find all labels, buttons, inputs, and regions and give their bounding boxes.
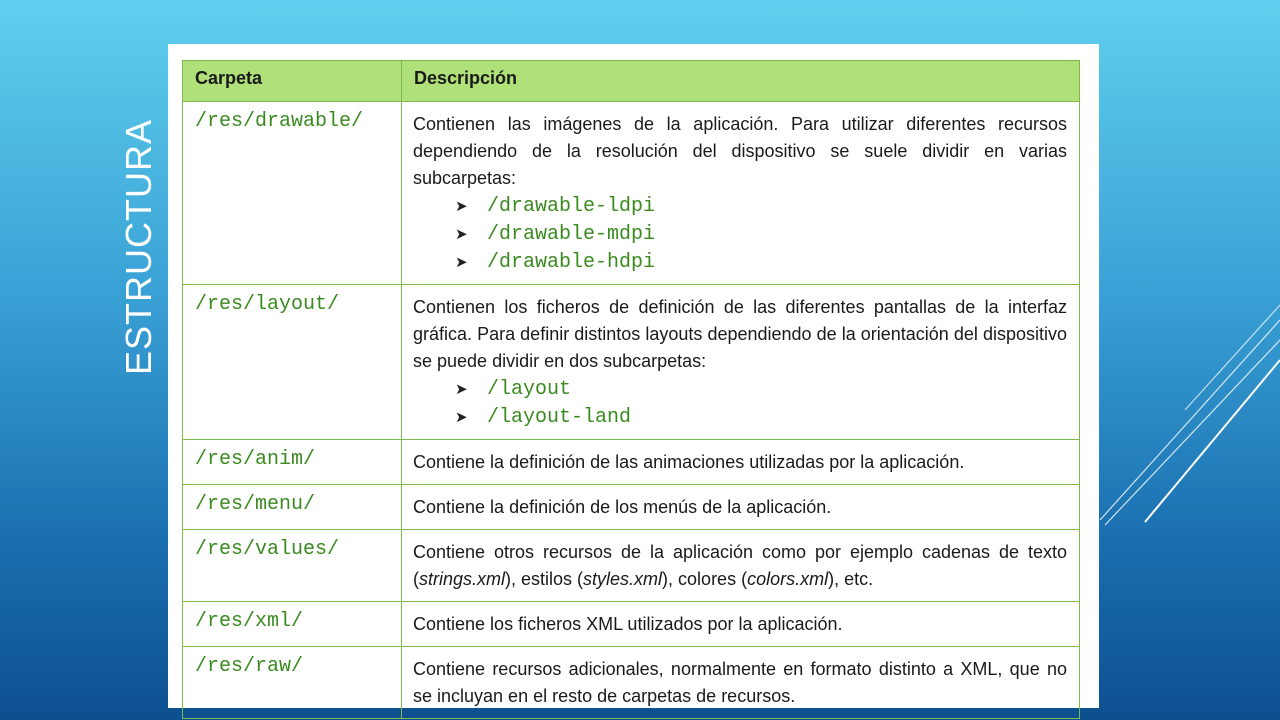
list-item [455, 192, 1067, 220]
table-row [183, 647, 1080, 719]
description-cell: Contiene los ficheros XML utilizados por la aplicación. [402, 602, 1080, 647]
content-panel [168, 44, 1099, 708]
filename-styles: styles.xml [583, 569, 663, 589]
folder-cell: /res/values/ [183, 530, 402, 602]
decorative-lines [1090, 300, 1280, 530]
slide-title-text: ESTRUCTURA [118, 118, 159, 375]
arrowhead-bullet-icon: ➤ [455, 381, 468, 398]
description-cell [402, 102, 1080, 285]
arrowhead-bullet-icon: ➤ [455, 254, 468, 271]
table-row [183, 530, 1080, 602]
description-cell: Contiene recursos adicionales, normalmente en formato distinto a XML, que no se incluyan en el resto de carpetas de recursos. [402, 647, 1080, 719]
arrowhead-bullet-icon: ➤ [455, 198, 468, 215]
desc-text: ), estilos ( [505, 569, 584, 589]
subfolder-name: /drawable-ldpi [487, 195, 656, 218]
slide-title [118, 90, 164, 380]
desc-text: ), etc. [828, 569, 874, 589]
description-text: Contienen las imágenes de la aplicación. Para utilizar diferentes recursos dependiendo de la resolución del dispositivo se suele dividir en varias subcarpetas: [413, 114, 1067, 188]
folder-cell: /res/xml/ [183, 602, 402, 647]
table-row [183, 602, 1080, 647]
subfolder-name: /drawable-mdpi [487, 223, 656, 246]
folder-cell: /res/anim/ [183, 440, 402, 485]
folder-cell: /res/drawable/ [183, 102, 402, 285]
table-row [183, 440, 1080, 485]
list-item [455, 375, 1067, 403]
arrowhead-bullet-icon: ➤ [455, 409, 468, 426]
desc-text: ), colores ( [662, 569, 748, 589]
description-cell: Contiene la definición de las animaciones utilizadas por la aplicación. [402, 440, 1080, 485]
filename-colors: colors.xml [747, 569, 829, 589]
subfolder-name: /layout-land [487, 406, 632, 429]
description-cell: Contiene la definición de los menús de la aplicación. [402, 485, 1080, 530]
folder-cell: /res/layout/ [183, 285, 402, 440]
table-row [183, 102, 1080, 285]
table-row [183, 285, 1080, 440]
description-cell [402, 285, 1080, 440]
table-header-row [183, 61, 1080, 102]
description-text: Contienen los ficheros de definición de las diferentes pantallas de la interfaz gráfica. Para definir distintos layouts dependiendo de la orientación del dispositivo se puede dividir en dos subcarpetas: [413, 297, 1067, 371]
arrowhead-bullet-icon: ➤ [455, 226, 468, 243]
list-item [455, 403, 1067, 431]
folder-cell: /res/raw/ [183, 647, 402, 719]
table-row [183, 485, 1080, 530]
subfolder-name: /layout [487, 378, 572, 401]
list-item [455, 248, 1067, 276]
header-descripcion: Descripción [402, 61, 1080, 102]
folder-cell: /res/menu/ [183, 485, 402, 530]
subfolder-list [413, 192, 1067, 276]
filename-strings: strings.xml [419, 569, 506, 589]
resources-table [182, 60, 1080, 719]
subfolder-name: /drawable-hdpi [487, 251, 656, 274]
subfolder-list [413, 375, 1067, 431]
list-item [455, 220, 1067, 248]
header-carpeta: Carpeta [183, 61, 402, 102]
description-cell [402, 530, 1080, 602]
desc-text: Contiene otros recursos de la aplicación como por ejemplo cadenas de texto ( [413, 542, 1067, 589]
